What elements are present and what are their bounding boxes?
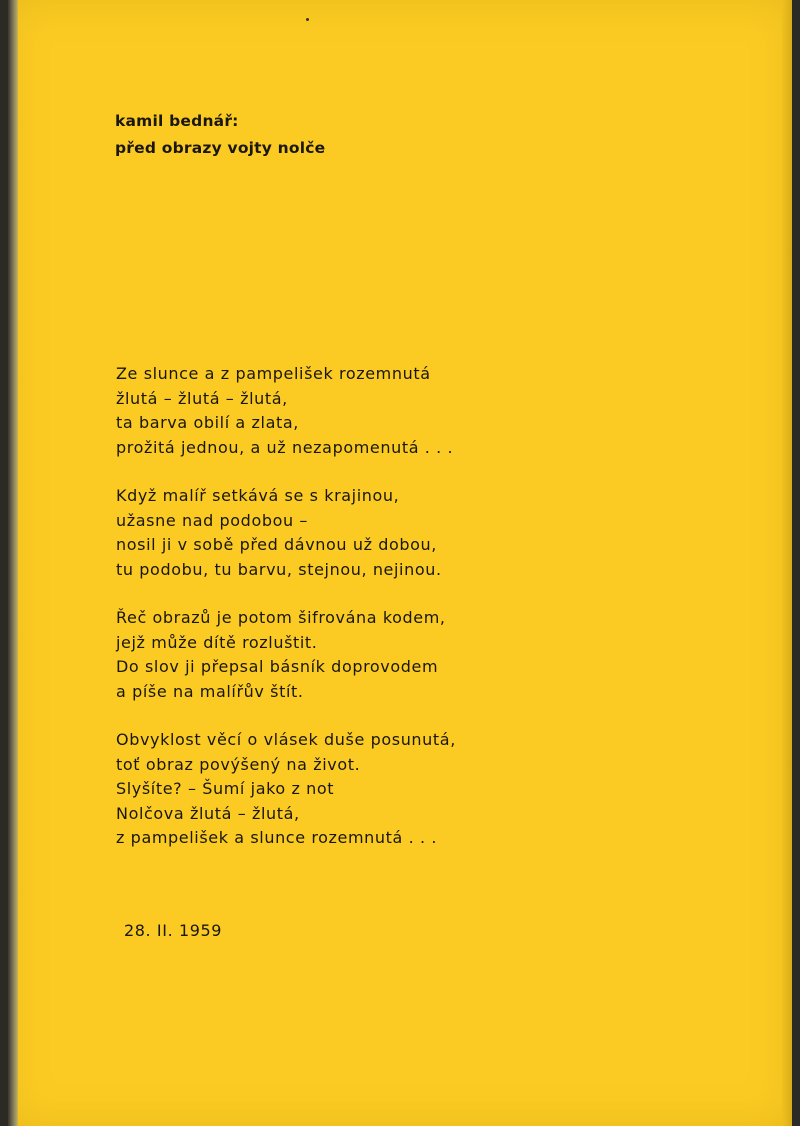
poem-line: Obvyklost věcí o vlásek duše posunutá,	[116, 730, 456, 749]
poem-line: prožitá jednou, a už nezapomenutá . . .	[116, 437, 454, 457]
poem-line: užasne nad podobou –	[116, 510, 308, 530]
poem-line: žlutá – žlutá – žlutá,	[116, 388, 288, 408]
poem-line: Ze slunce a z pampelišek rozemnutá	[116, 364, 431, 383]
poem-line: Slyšíte? – Šumí jako z not	[116, 779, 335, 798]
poem-title: před obrazy vojty nolče	[115, 139, 326, 157]
poem-line: a píše na malířův štít.	[116, 681, 304, 701]
poem-line: jejž může dítě rozluštit.	[116, 632, 318, 652]
poem-line: tu podobu, tu barvu, stejnou, nejinou.	[116, 559, 442, 579]
stanza-2	[116, 484, 456, 582]
poem-line: Když malíř setkává se s krajinou,	[116, 486, 400, 505]
poem-line: Do slov ji přepsal básník doprovodem	[116, 657, 439, 676]
poem-line: toť obraz povýšený na život.	[116, 754, 361, 774]
poem-line: Nolčova žlutá – žlutá,	[116, 803, 300, 823]
poem	[116, 362, 456, 875]
header	[115, 108, 325, 162]
poem-line: nosil ji v sobě před dávnou už dobou,	[116, 535, 437, 554]
print-speck	[306, 18, 309, 21]
stanza-3	[116, 606, 456, 704]
page-right-edge	[782, 0, 792, 1126]
poem-date: 28. II. 1959	[124, 921, 223, 940]
poem-line: Řeč obrazů je potom šifrována kodem,	[116, 608, 446, 627]
yellow-page	[8, 0, 792, 1126]
poem-line: ta barva obilí a zlata,	[116, 413, 299, 432]
poem-line: z pampelišek a slunce rozemnutá . . .	[116, 828, 438, 847]
stanza-4	[116, 728, 456, 851]
page-left-edge	[8, 0, 18, 1126]
stanza-1	[116, 362, 456, 460]
author-name: kamil bednář:	[115, 112, 239, 130]
